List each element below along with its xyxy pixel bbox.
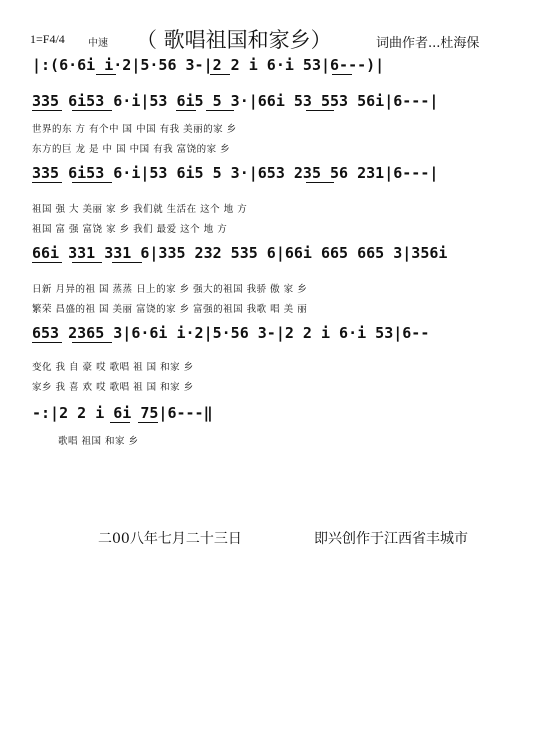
underline-mark [32,182,62,183]
intro-notation: |:(6·6i i·2|5·56 3-|2 2 i 6·i 53|6---)| [32,56,385,74]
underline-mark [210,74,230,75]
composition-date: 二00八年七月二十三日 [98,531,242,547]
lyric-line: 繁荣 昌盛的祖 国 美丽 富饶的家 乡 富强的祖国 我歌 唱 美 丽 [32,304,308,315]
notation-row-5: -:|2 2 i 6i 75|6---‖ [32,404,213,422]
underline-mark [138,422,158,423]
tempo-marking: 中速 [88,38,108,49]
underline-mark [72,110,112,111]
underline-mark [176,110,196,111]
underline-mark [96,74,116,75]
lyric-line: 祖国 强 大 美丽 家 乡 我们就 生活在 这个 地 方 [32,204,248,215]
underline-mark [110,422,130,423]
notation-row-3: 66i 331 331 6|335 232 535 6|66i 665 665 3|356i [32,244,448,262]
composer-credit: 词曲作者...杜海保 [376,36,480,51]
underline-mark [306,182,334,183]
underline-mark [112,262,142,263]
notation-row-2: 335 6i53 6·i|53 6i5 5 3·|653 235 56 231|6---| [32,164,439,182]
lyric-line: 东方的巨 龙 是 中 国 中国 有我 富饶的家 乡 [32,144,231,155]
composition-place: 即兴创作于江西省丰城市 [314,531,468,547]
underline-mark [72,342,112,343]
lyric-line: 变化 我 自 豪 哎 歌唱 祖 国 和家 乡 [32,362,194,373]
lyric-line: 歌唱 祖国 和家 乡 [58,436,139,447]
lyric-line: 祖国 富 强 富饶 家 乡 我们 最爱 这个 地 方 [32,224,228,235]
lyric-line: 家乡 我 喜 欢 哎 歌唱 祖 国 和家 乡 [32,382,194,393]
notation-row-1: 335 6i53 6·i|53 6i5 5 3·|66i 53 553 56i|6---| [32,92,439,110]
lyric-line: 日新 月异的祖 国 蒸蒸 日上的家 乡 强大的祖国 我骄 傲 家 乡 [32,284,308,295]
underline-mark [306,110,334,111]
underline-mark [72,262,102,263]
underline-mark [32,342,62,343]
song-title: （ 歌唱祖国和家乡） [136,28,332,52]
underline-mark [32,110,62,111]
lyric-line: 世界的东 方 有个中 国 中国 有我 美丽的家 乡 [32,124,237,135]
underline-mark [332,74,352,75]
underline-mark [32,262,62,263]
underline-mark [72,182,112,183]
notation-row-4: 653 2365 3|6·6i i·2|5·56 3-|2 2 i 6·i 53|6-- [32,324,430,342]
underline-mark [206,110,234,111]
key-signature: 1=F4/4 [30,32,65,46]
